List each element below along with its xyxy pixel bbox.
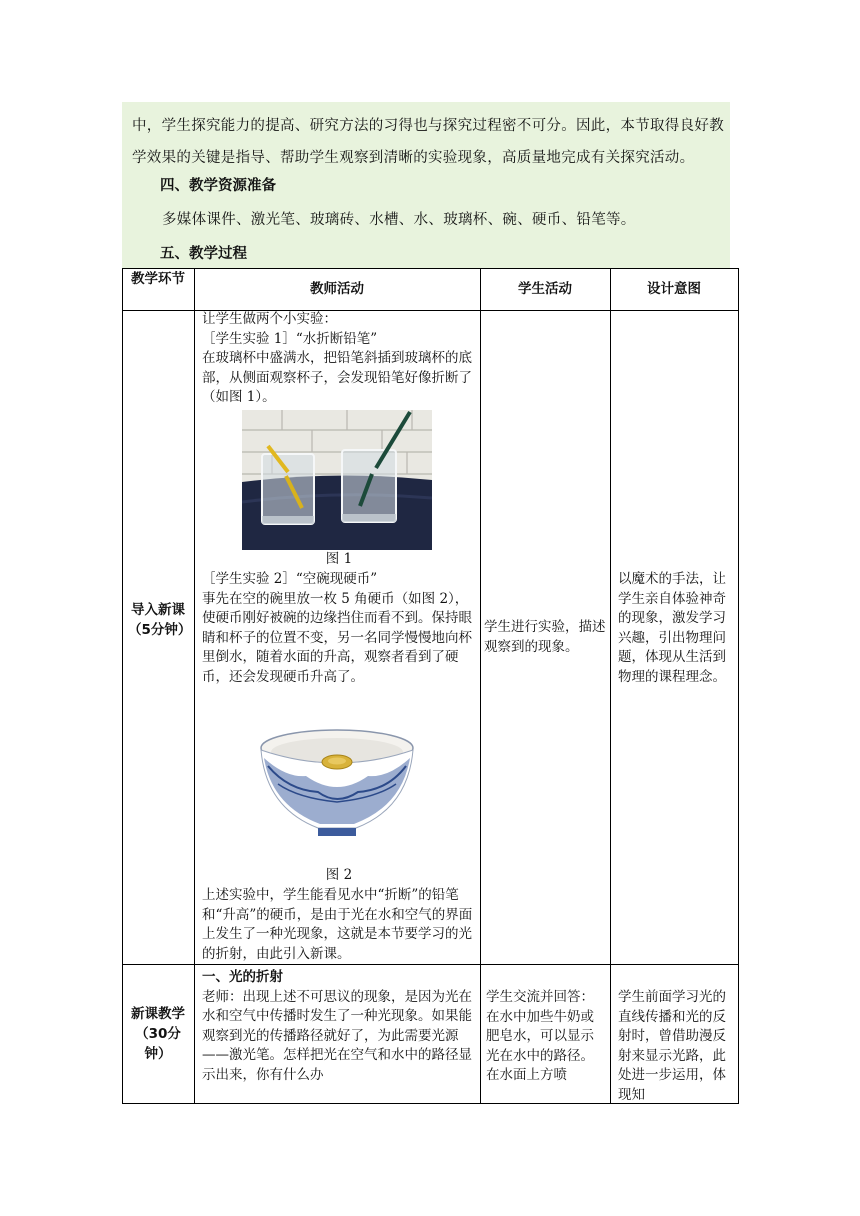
section-4-title: 四、教学资源准备 bbox=[160, 178, 276, 194]
section-5-title: 五、教学过程 bbox=[160, 246, 247, 262]
header-stage: 教学环节 bbox=[131, 271, 185, 287]
teaching-process-table bbox=[122, 268, 739, 1104]
figure-1-image bbox=[242, 410, 432, 550]
teacher-activity-exp2 bbox=[202, 570, 476, 687]
experiment-2-body: 事先在空的碗里放一枚 5 角硬币（如图 2），使硬币刚好被碗的边缘挡住而看不到。保持眼睛和杯子的位置不变，另一名同学慢慢地向杯里倒水，随着水面的升高，观察者看到了硬币，还会发现硬币升高了。 bbox=[202, 590, 472, 685]
stage-new-lesson: 新课教学（30分钟） bbox=[131, 1006, 185, 1062]
experiment-1-title: ［学生实验 1］“水折断铅笔” bbox=[202, 330, 378, 347]
experiment-1-body: 在玻璃杯中盛满水，把铅笔斜插到玻璃杯的底部，从侧面观察杯子，会发现铅笔好像折断了（如图 1）。 bbox=[202, 350, 472, 405]
teacher-activity-intro bbox=[202, 310, 476, 408]
teacher-intro-line: 让学生做两个小实验： bbox=[202, 311, 337, 327]
refraction-body: 老师：出现上述不可思议的现象，是因为光在水和空气中传播时发生了一种光现象。如果能观察到光的传播路径就好了，为此需要光源——激光笔。怎样把光在空气和水中的路径显示出来，你有什么办 bbox=[202, 988, 472, 1083]
stage-intro: 导入新课（5分钟） bbox=[128, 602, 192, 638]
figure-1-caption: 图 1 bbox=[325, 551, 353, 567]
teacher-activity-new bbox=[202, 968, 476, 1085]
figure-2-caption: 图 2 bbox=[325, 867, 353, 883]
header-intent: 设计意图 bbox=[647, 281, 701, 297]
design-intent-new: 学生前面学习光的直线传播和光的反射时，曾借助漫反射来显示光路，此处进一步运用，体现知 bbox=[618, 989, 726, 1103]
intro-paragraph: 中，学生探究能力的提高、研究方法的习得也与探究过程密不可分。因此，本节取得良好教学效果的关键是指导、帮助学生观察到清晰的实验现象，高质量地完成有关探究活动。 bbox=[132, 118, 724, 166]
experiment-2-title: ［学生实验 2］“空碗现硬币” bbox=[202, 571, 378, 587]
header-teacher: 教师活动 bbox=[310, 281, 364, 297]
refraction-subtitle: 一、光的折射 bbox=[202, 969, 283, 985]
header-student: 学生活动 bbox=[518, 281, 572, 297]
intro-summary: 上述实验中，学生能看见水中“折断”的铅笔和“升高”的硬币，是由于光在水和空气的界面上发生了一种光现象，这就是本节要学习的光的折射，由此引入新课。 bbox=[202, 887, 473, 962]
student-activity-intro: 学生进行实验，描述观察到的现象。 bbox=[484, 619, 606, 655]
student-activity-new: 学生交流并回答：在水中加些牛奶或肥皂水，可以显示光在水中的路径。在水面上方喷 bbox=[486, 989, 594, 1083]
design-intent-intro: 以魔术的手法，让学生亲自体验神奇的现象，激发学习兴趣，引出物理问题，体现从生活到物理的课程理念。 bbox=[618, 571, 726, 685]
figure-2-image bbox=[258, 728, 416, 848]
section-4-body: 多媒体课件、激光笔、玻璃砖、水槽、水、玻璃杯、碗、硬币、铅笔等。 bbox=[162, 212, 636, 228]
